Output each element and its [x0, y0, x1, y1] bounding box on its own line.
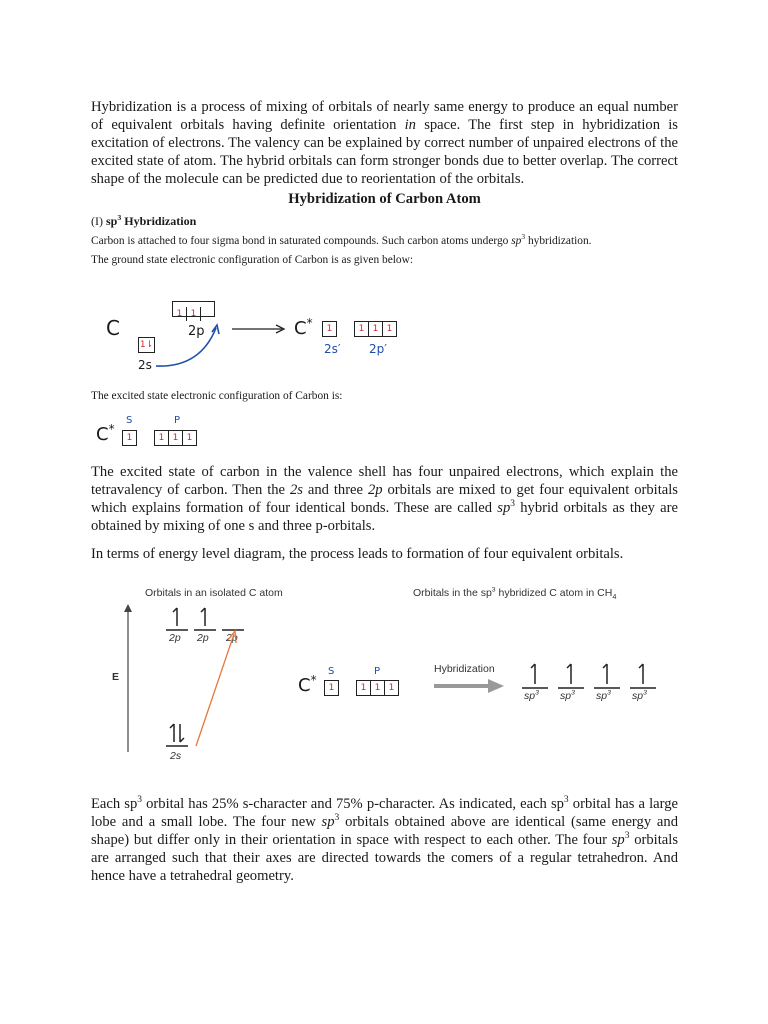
energy-s-box: 1: [324, 680, 339, 696]
s-label: S: [126, 415, 133, 426]
orbital-2s-excited-box: 1: [322, 321, 337, 337]
sp3-levels: [518, 660, 660, 692]
energy-p-box: 1 1 1: [356, 680, 399, 696]
sp3-character-paragraph: Each $sp^3$ orbital has 25% s-character and 75% p-character. As indicated, each $sp^3$ orbital has a large lobe and a small lobe. The four new $sp^3$ orbitals obtained above are identical (same energy and shape) but differ only in their orientation in space with respect to each other. The four $sp^3$ orbitals are arranged such that their axes are directed towards the comers of a regular tetrahedron. And hence have a tetrahedral geometry.: [91, 795, 679, 884]
superscript: 3: [643, 689, 647, 697]
tetravalency-paragraph: The excited state of carbon in the valence shell has four unpaired electrons, which explain the tetravalency of carbon. Then the 2s and three 2p orbitals are mixed to get four equivalent orbitals which explains formation of four identical bonds. These are called $sp^3$ hybrid orbitals as they are obtained by mixing of one s and three p-orbitals.: [91, 464, 678, 534]
hybridization-label: Hybridization: [434, 663, 495, 675]
section-title: Hybridization of Carbon Atom: [288, 191, 481, 207]
energy-intro-text: In terms of energy level diagram, the process leads to formation of four equivalent orbitals.: [91, 546, 624, 562]
arrow-right-icon: [232, 324, 287, 334]
label-2p: 2p: [188, 324, 205, 339]
right-diagram-title: Orbitals in the $sp^3$ hybridized C atom in $CH_4$: [413, 586, 617, 602]
excitation-arrow: [150, 316, 230, 371]
sp3-label-3: $sp^3$: [596, 689, 611, 702]
superscript: 3: [607, 689, 611, 697]
energy-label: E: [112, 671, 120, 683]
sp3-label-4: $sp^3$: [632, 689, 647, 702]
intro-paragraph: Hybridization is a process of mixing of orbitals of nearly same energy to produce an equal number of equivalent orbitals having definite orientation in space. The first step in hybridization is excitation of electrons. The valency can be explained by correct number of unpaired electrons of the excited state of atom. The hybrid orbitals can form stronger bonds due to better overlap. The correct shape of the molecule can be predicted due to reorientation of the orbitals.: [91, 99, 678, 187]
sub-heading: (I) $sp^3$ Hybridization: [91, 213, 197, 228]
energy-level-diagram: [100, 578, 660, 773]
carbon-star-label-3: C*: [298, 673, 317, 696]
left-diagram-title: Orbitals in an isolated C atom: [145, 587, 283, 599]
superscript: 3: [571, 689, 575, 697]
ground-state-diagram: [90, 296, 430, 376]
sp3-label-2: $sp^3$: [560, 689, 575, 702]
small-text-3: The excited state electronic configuration of Carbon is:: [91, 390, 343, 402]
carbon-label: C: [106, 316, 120, 340]
2p-label-1: 2p: [169, 632, 181, 644]
small-text-1: Carbon is attached to four sigma bond in saturated compounds. Such carbon atoms undergo $sp^3$ hybridization.: [91, 232, 592, 247]
orbital-2p-excited-box: 1 1 1: [354, 321, 397, 337]
2s-level: [162, 718, 192, 750]
small-text-2: The ground state electronic configuration of Carbon is as given below:: [91, 254, 414, 266]
excited-p-box: 1 1 1: [154, 430, 197, 446]
sp3-label-1: $sp^3$: [524, 689, 539, 702]
energy-s-label: S: [328, 666, 335, 677]
orbital-2p-box: 1 1: [172, 301, 215, 317]
2p-label-2: 2p: [197, 632, 209, 644]
carbon-star-label-2: C*: [96, 422, 115, 445]
2s-label: 2s: [170, 750, 182, 762]
superscript: 3: [535, 689, 539, 697]
excited-state-diagram: [94, 412, 224, 452]
label-2s-prime: 2s′: [324, 342, 341, 356]
label-2s: 2s: [138, 358, 152, 372]
carbon-star-label: C*: [294, 316, 313, 339]
energy-p-label: P: [374, 666, 381, 677]
hybridization-arrow-icon: [434, 679, 506, 693]
excited-s-box: 1: [122, 430, 137, 446]
promotion-arrow: [194, 628, 240, 750]
orbital-2s-box: 1⇂: [138, 337, 155, 353]
label-2p-prime: 2p′: [369, 342, 387, 356]
p-label: P: [174, 415, 181, 426]
energy-axis: [122, 602, 134, 754]
2p-label-3: 2p: [226, 632, 238, 644]
